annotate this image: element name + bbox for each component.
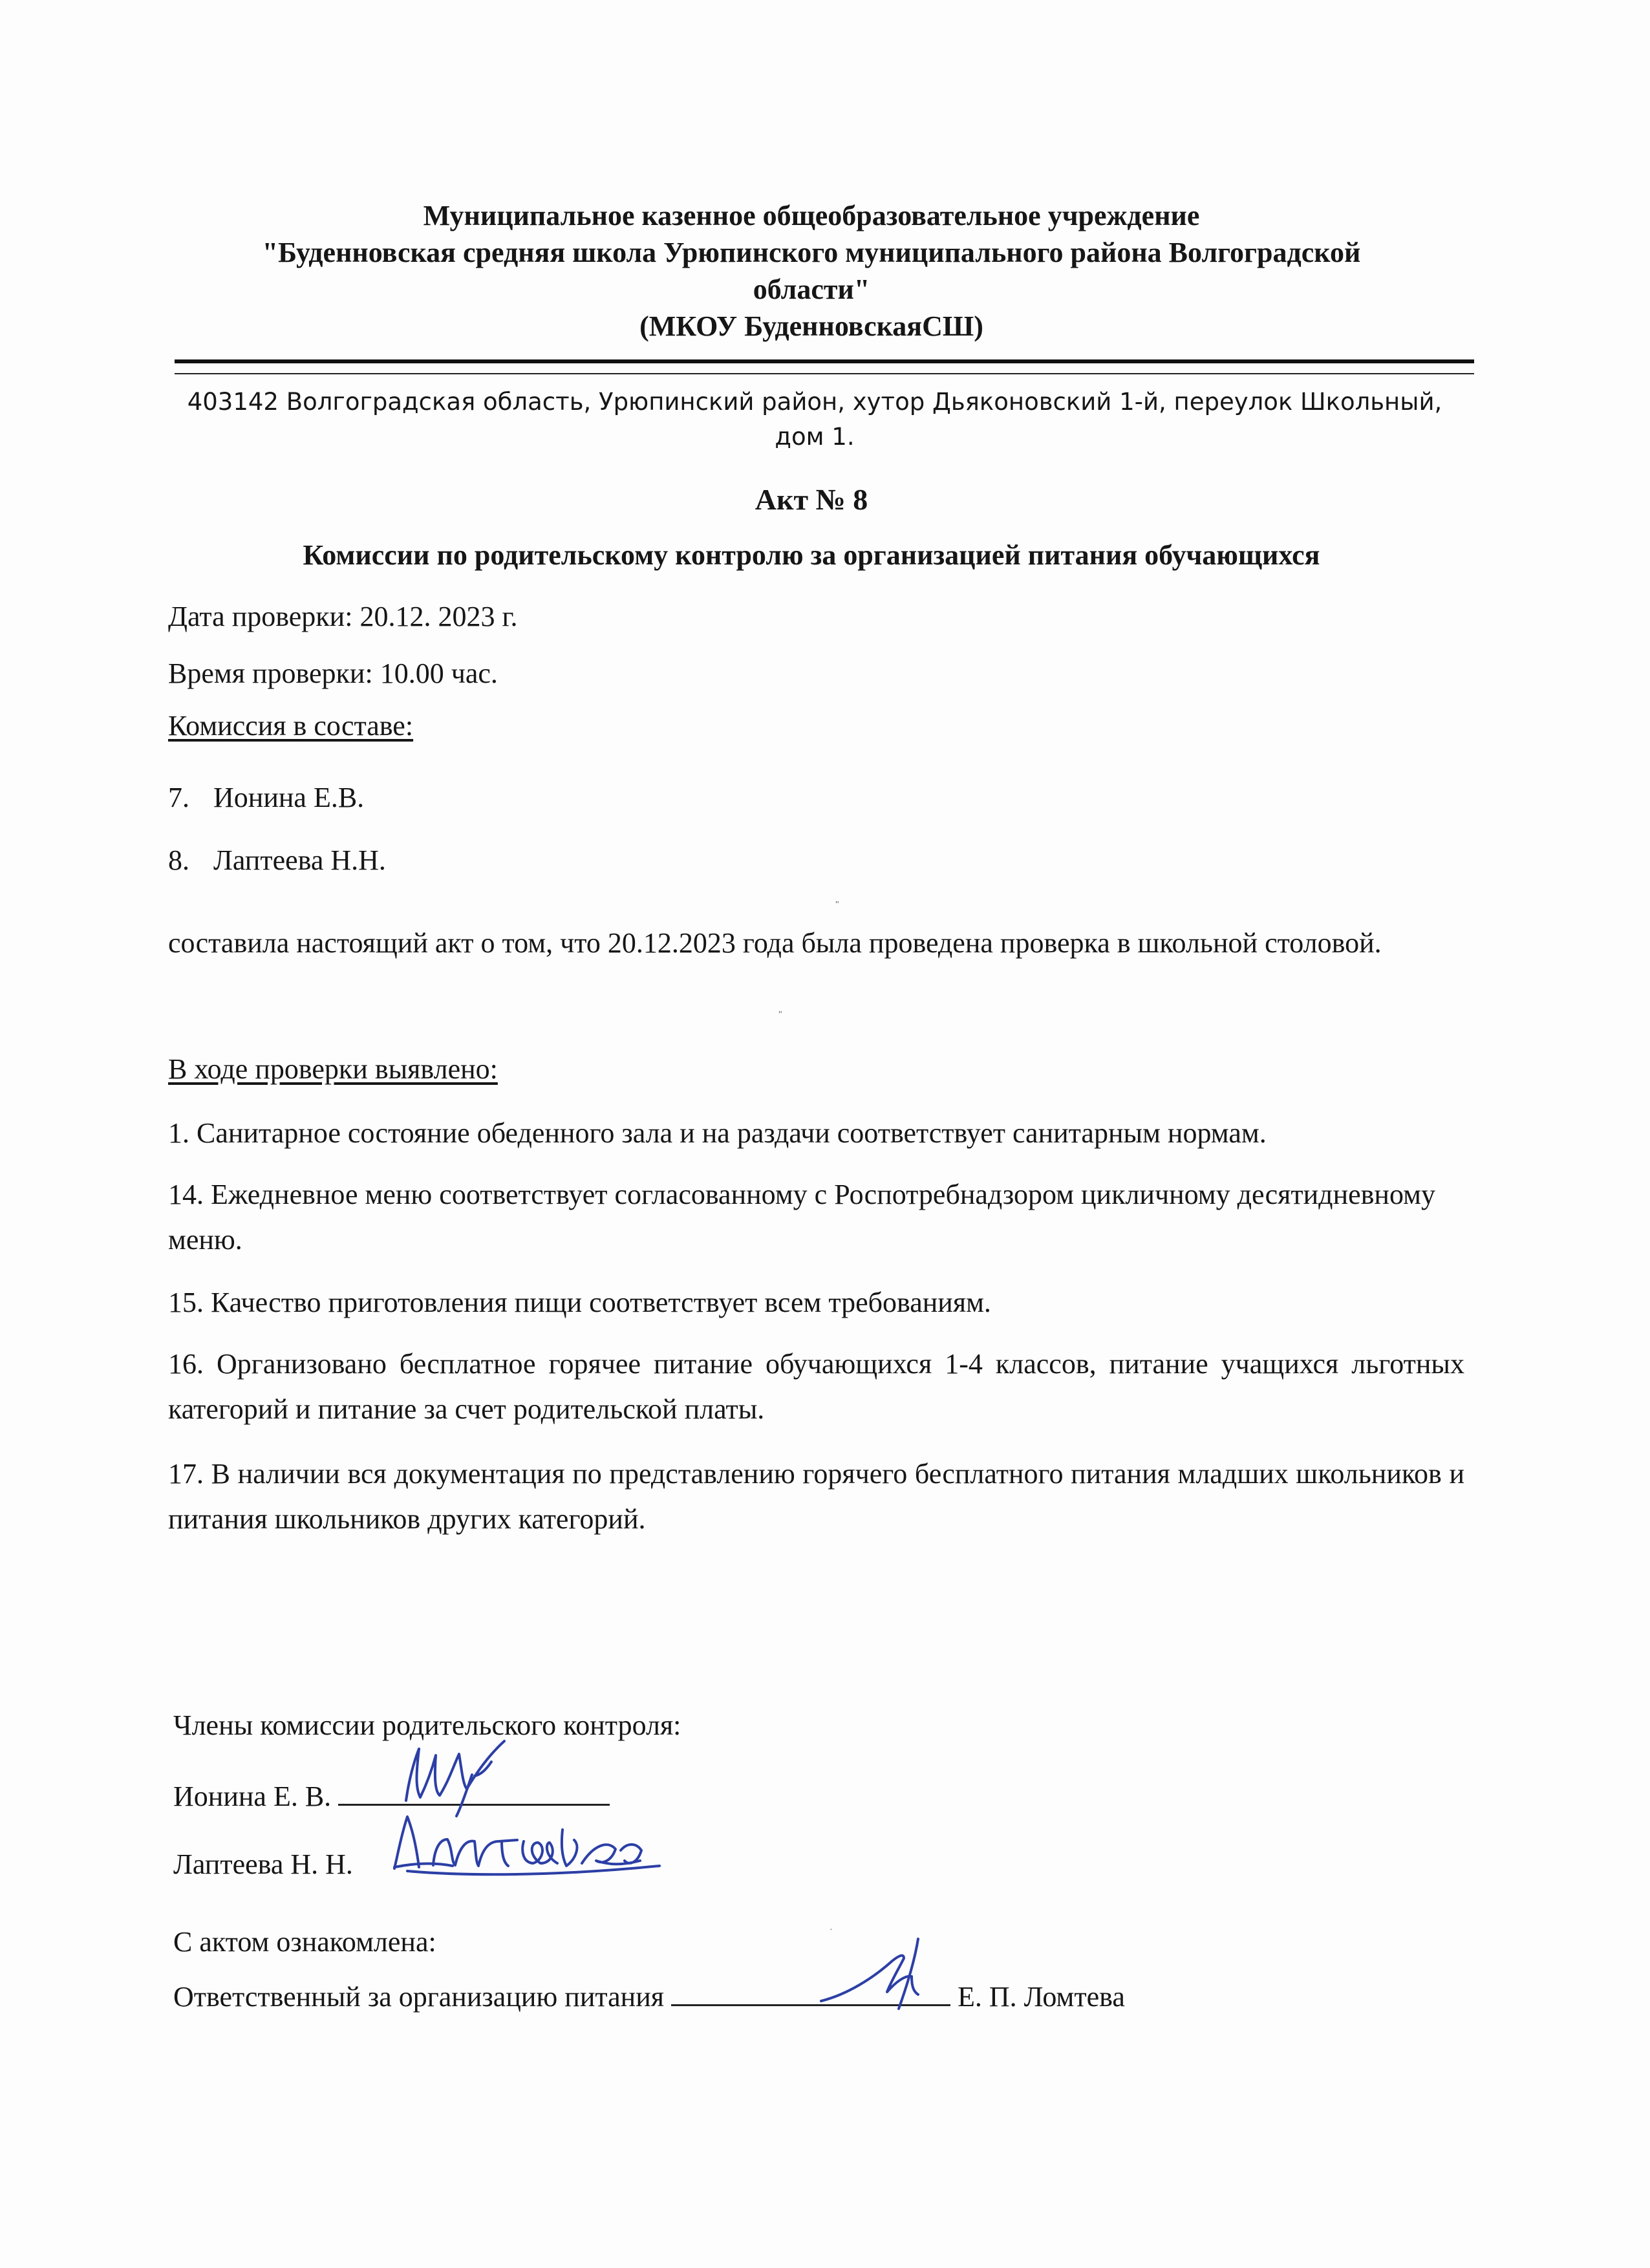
member-number: 7. [168, 782, 189, 813]
finding-item: 1. Санитарное состояние обеденного зала и на раздачи соответствует санитарным нормам. [168, 1117, 1267, 1149]
finding-item: 15. Качество приготовления пищи соответствует всем требованиям. [168, 1287, 991, 1318]
check-time: Время проверки: 10.00 час. [168, 658, 498, 689]
address-line2: дом 1. [775, 423, 855, 451]
member-number: 8. [168, 844, 189, 876]
acquainted-label: С актом ознакомлена: [173, 1926, 436, 1958]
statement-paragraph: составила настоящий акт о том, что 20.12.2023 года была проведена проверка в школьной столовой. [168, 927, 1382, 959]
org-abbreviation: (МКОУ БуденновскаяСШ) [639, 310, 983, 342]
address-line1: 403142 Волгоградская область, Урюпинский район, хутор Дьяконовский 1-й, переулок Школьный, [187, 388, 1442, 416]
responsible-role: Ответственный за организацию питания [173, 1981, 664, 2013]
findings-label: В ходе проверки выявлено: [168, 1053, 498, 1085]
org-name-line1: Муниципальное казенное общеобразовательное учреждение [423, 200, 1200, 231]
member-signature-row [173, 1846, 353, 1883]
member-name: Лаптеева Н.Н. [213, 844, 386, 876]
responsible-signature-row [173, 1978, 1125, 2016]
act-subtitle: Комиссии по родительскому контролю за организацией питания обучающихся [303, 539, 1320, 571]
signature-lomteva [802, 1930, 963, 2014]
act-title: Акт № 8 [755, 483, 868, 516]
signer-name: Ионина Е. В. [173, 1781, 332, 1812]
signer-name: Лаптеева Н. Н. [173, 1848, 353, 1880]
org-name-line2: "Буденновская средняя школа Урюпинского муниципального района Волгоградской [262, 237, 1361, 268]
scan-speck: " [778, 1010, 782, 1020]
member-item [168, 779, 364, 817]
scan-speck: · [830, 1925, 833, 1935]
signature-lapteeva [388, 1804, 672, 1881]
org-name-line3: области" [753, 273, 870, 305]
organization-address [155, 385, 1474, 455]
finding-item: 17. В наличии вся документация по представлению горячего бесплатного питания младших школьников и питания школьников других категорий. [168, 1458, 1464, 1535]
header-divider-thin [175, 373, 1474, 374]
scan-speck: " [835, 900, 839, 910]
check-date: Дата проверки: 20.12. 2023 г. [168, 601, 518, 632]
header-divider-thick [175, 359, 1474, 363]
finding-item: 14. Ежедневное меню соответствует согласованному с Роспотребнадзором цикличному десятидневному меню. [168, 1179, 1435, 1256]
member-item [168, 842, 386, 879]
finding-item: 16. Организовано бесплатное горячее питание обучающихся 1-4 классов, питание учащихся льготных категорий и питание за счет родительской платы. [168, 1348, 1464, 1425]
responsible-name: Е. П. Ломтева [958, 1981, 1125, 2013]
commission-label: Комиссия в составе: [168, 710, 414, 742]
commission-members-label: Члены комиссии родительского контроля: [173, 1709, 681, 1741]
member-name: Ионина Е.В. [213, 782, 365, 813]
organization-header [162, 197, 1461, 345]
